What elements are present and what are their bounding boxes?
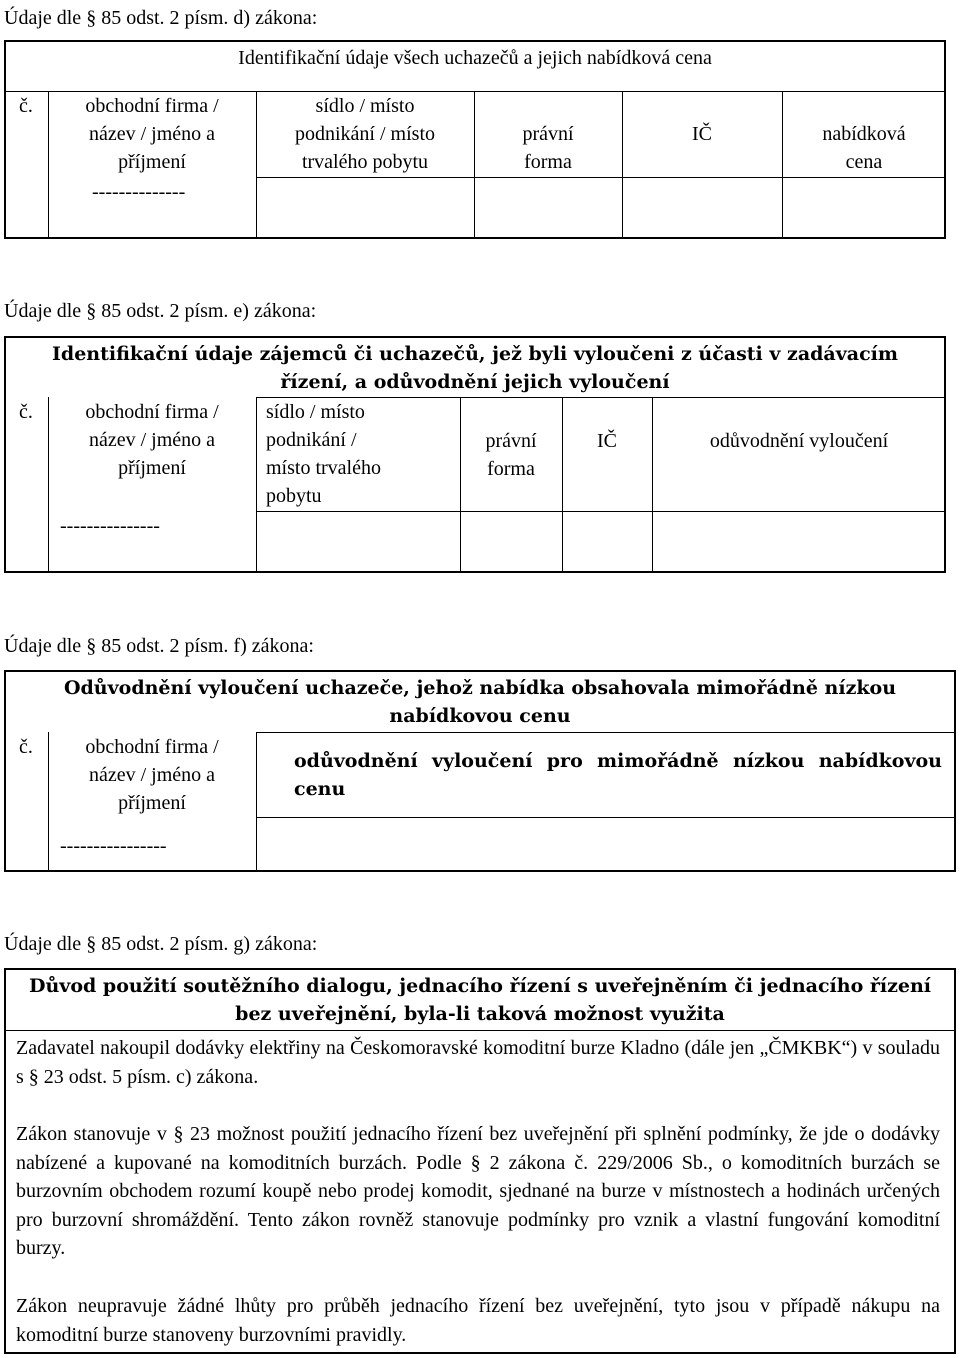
table-f-row-line — [256, 817, 956, 818]
col-name-header: obchodní firma / název / jméno a příjmení — [85, 736, 219, 814]
table-e-col-line — [460, 397, 461, 573]
paragraph-1: Zadavatel nakoupil dodávky elektřiny na Českomoravské komoditní burze Kladno (dále jen „ČMKBK“) v souladu s § 23 odst. 5 písm. c) zákona. — [16, 1037, 940, 1088]
col-reason-header: odůvodnění vyloučení pro mimořádně nízkou nabídkovou cenu — [294, 750, 942, 800]
col-ic-header: IČ — [597, 430, 617, 452]
col-number-header: č. — [19, 401, 33, 423]
table-e-col-line — [562, 397, 563, 573]
table-f-title: Odůvodnění vyloučení uchazeče, jehož nabídka obsahovala mimořádně nízkou nabídkovou cenu — [63, 677, 897, 727]
col-seat-header: sídlo / místo podnikání / místo trvalého pobytu — [266, 401, 381, 507]
col-form-header: právní forma — [522, 123, 574, 173]
paragraph-2: Zákon stanovuje v § 23 možnost použití jednacího řízení bez uveřejnění při splnění podmínky, že jde o dodávky nabízené a kupované na komoditních burzách. Podle § 2 zákona č. 229/2006 Sb., o komoditních burzách se burzovním obchodem rozumí koupě nebo prodej komodit, sjednané na burze v místnostech a hodinách určených pro burzovní shromáždění. Tento zákon rovněž stanovuje podmínky pro vznik a vlastní fungování komoditní burzy. — [16, 1123, 940, 1259]
col-number-header: č. — [19, 95, 33, 117]
col-name-header: obchodní firma / název / jméno a příjmení — [85, 401, 219, 479]
table-f-row-line — [256, 732, 956, 733]
dashes: ---------------- — [60, 835, 167, 857]
table-e-col-line — [256, 397, 257, 573]
section-e-heading: Údaje dle § 85 odst. 2 písm. e) zákona: — [4, 300, 317, 322]
paragraph-3: Zákon neupravuje žádné lhůty pro průběh jednacího řízení bez uveřejnění, tyto jsou v případě nákupu na komoditní burze stanoveny burzovními pravidly. — [16, 1295, 940, 1346]
table-e-title: Identifikační údaje zájemců či uchazečů, jež byli vyloučeni z účasti v zadávacím řízení, a odůvodnění jejich vyloučení — [52, 343, 898, 393]
col-number-header: č. — [19, 736, 33, 758]
col-form-header: právní forma — [485, 430, 537, 480]
section-d-heading: Údaje dle § 85 odst. 2 písm. d) zákona: — [4, 7, 318, 29]
dashes: -------------- — [92, 181, 186, 203]
table-g-title: Důvod použití soutěžního dialogu, jednacího řízení s uveřejněním či jednacího řízení bez uveřejnění, byla-li taková možnost využita — [29, 975, 931, 1025]
table-f-col-line — [256, 732, 257, 872]
table-e-row-line — [256, 511, 946, 512]
col-ic-header: IČ — [692, 123, 712, 145]
table-d-col-line — [622, 91, 623, 239]
col-price-header: nabídková cena — [822, 123, 906, 173]
table-e-col-line — [652, 397, 653, 573]
table-d-title: Identifikační údaje všech uchazečů a jejich nabídková cena — [238, 47, 712, 69]
section-g-heading: Údaje dle § 85 odst. 2 písm. g) zákona: — [4, 933, 318, 955]
col-name-header: obchodní firma / název / jméno a příjmení — [85, 95, 219, 173]
dashes: --------------- — [60, 515, 160, 537]
section-f-heading: Údaje dle § 85 odst. 2 písm. f) zákona: — [4, 635, 314, 657]
col-seat-header: sídlo / místo podnikání / místo trvalého pobytu — [295, 95, 435, 173]
table-d-row-line — [256, 177, 946, 178]
col-reason-header: odůvodnění vyloučení — [709, 430, 889, 452]
table-g-divider — [4, 1030, 956, 1031]
